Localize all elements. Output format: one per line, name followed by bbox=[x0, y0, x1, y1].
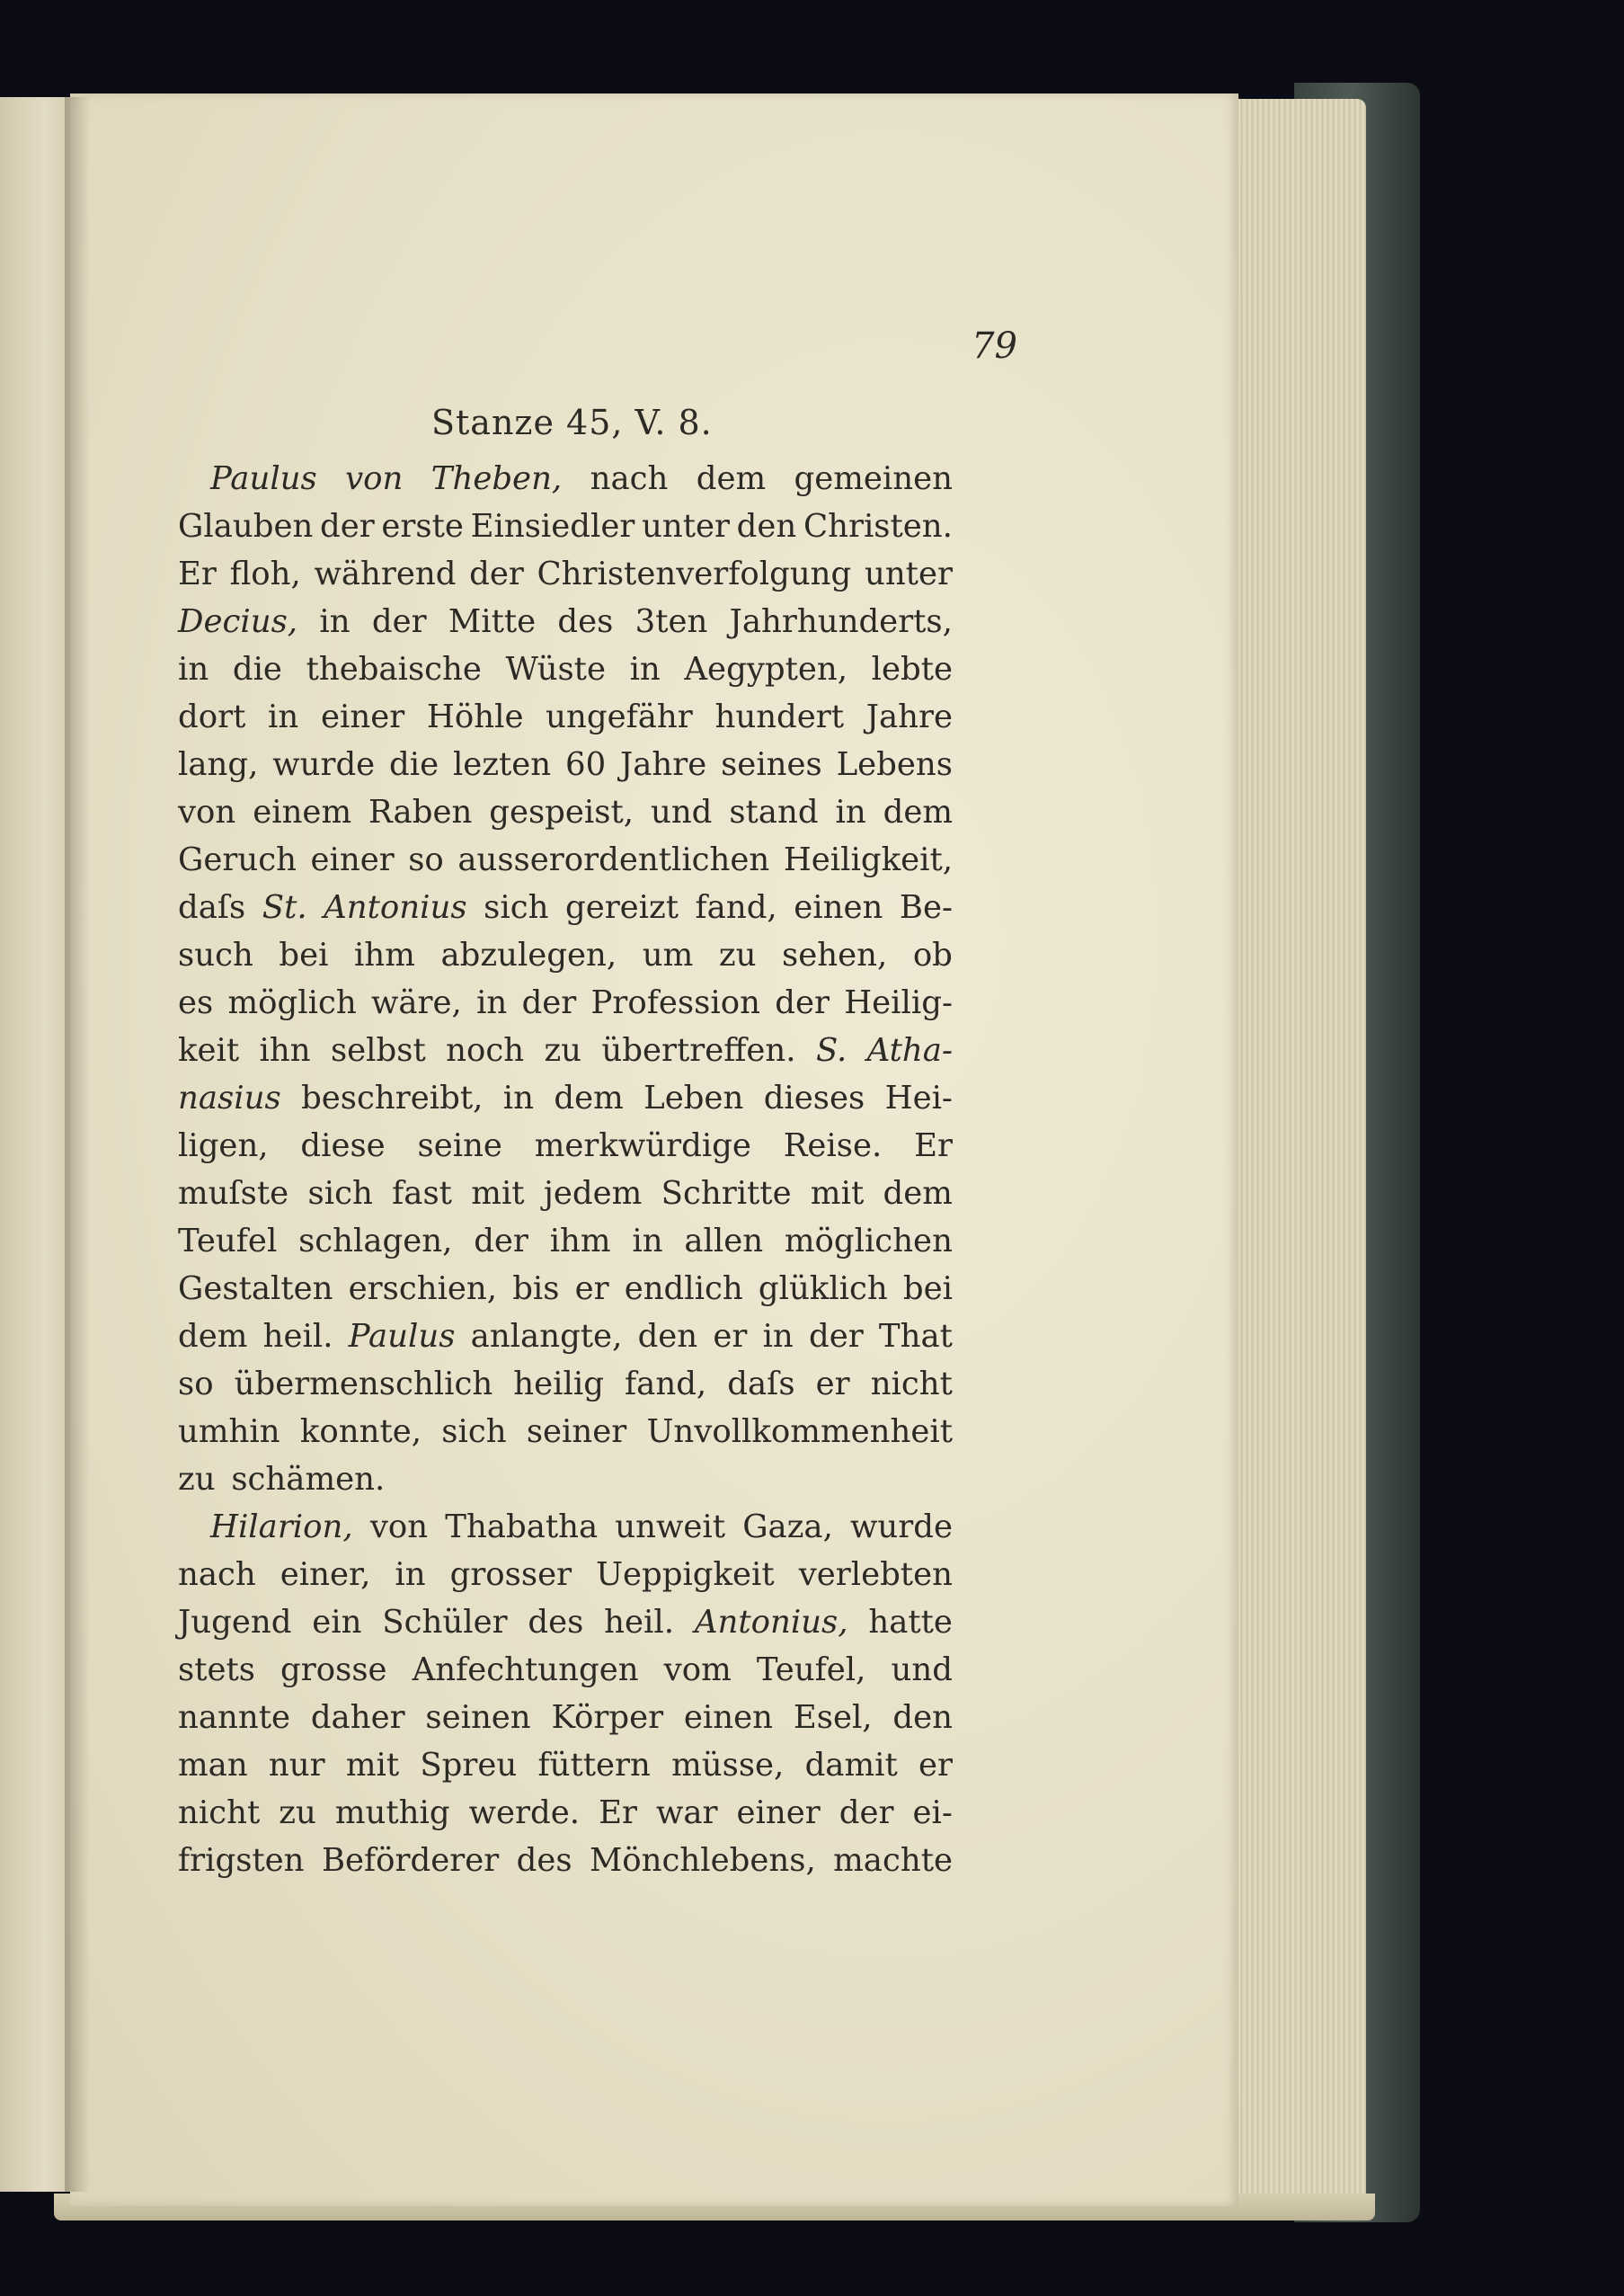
word: ihm bbox=[549, 1223, 611, 1259]
word: es bbox=[178, 984, 214, 1021]
word: 60 bbox=[565, 746, 607, 783]
word: er bbox=[574, 1270, 609, 1307]
text-line bbox=[178, 693, 953, 741]
text-line bbox=[178, 1170, 953, 1217]
text-line bbox=[178, 1027, 953, 1074]
word: Aegypten, bbox=[684, 651, 847, 688]
word: er bbox=[918, 1747, 953, 1784]
body-text bbox=[178, 455, 953, 1884]
word: der bbox=[320, 508, 375, 545]
page-number: 79 bbox=[972, 325, 1017, 367]
word: Lebens bbox=[836, 746, 953, 783]
word: einer bbox=[320, 699, 405, 735]
word: der bbox=[371, 603, 427, 640]
word: heil. bbox=[262, 1318, 333, 1355]
word: Körper bbox=[551, 1699, 664, 1736]
word: möglichen bbox=[784, 1223, 953, 1259]
word: muthig bbox=[334, 1794, 450, 1831]
word: Ueppigkeit bbox=[596, 1556, 775, 1593]
word: Thabatha bbox=[445, 1508, 599, 1545]
word: allen bbox=[684, 1223, 764, 1259]
word: des bbox=[528, 1604, 584, 1641]
word: S. bbox=[815, 1032, 847, 1069]
text-line bbox=[178, 979, 953, 1027]
text-line bbox=[178, 550, 953, 598]
word: stets bbox=[178, 1651, 255, 1688]
word: seines bbox=[721, 746, 822, 783]
word: sich bbox=[441, 1413, 507, 1450]
word: in bbox=[835, 794, 866, 831]
word: beschreibt, bbox=[301, 1080, 484, 1117]
word: Schüler bbox=[382, 1604, 508, 1641]
word: in bbox=[395, 1556, 426, 1593]
word: gereizt bbox=[564, 889, 679, 926]
word: des bbox=[516, 1842, 572, 1879]
word: frigsten bbox=[178, 1842, 305, 1879]
word: Gestalten bbox=[178, 1270, 333, 1307]
word: merkwürdige bbox=[534, 1127, 751, 1164]
word: machte bbox=[833, 1842, 953, 1879]
word: Antonius, bbox=[694, 1604, 848, 1641]
word: in bbox=[762, 1318, 794, 1355]
word: grosse bbox=[280, 1651, 387, 1688]
word: mit bbox=[810, 1175, 865, 1212]
word: die bbox=[232, 651, 282, 688]
word: Unvollkommenheit bbox=[646, 1413, 953, 1450]
word: endlich bbox=[624, 1270, 743, 1307]
word: so bbox=[408, 841, 444, 878]
text-line bbox=[178, 1074, 953, 1122]
word: lezten bbox=[452, 746, 552, 783]
word: Leben bbox=[643, 1080, 744, 1117]
word: dem bbox=[883, 794, 953, 831]
word: such bbox=[178, 937, 253, 974]
text-line bbox=[178, 1837, 953, 1884]
word: fast bbox=[392, 1175, 452, 1212]
word: Mönchlebens, bbox=[589, 1842, 816, 1879]
word: in bbox=[268, 699, 299, 735]
word: unter bbox=[864, 556, 953, 592]
text-line bbox=[178, 1217, 953, 1265]
word: sich bbox=[484, 889, 549, 926]
word: Heiligkeit, bbox=[783, 841, 953, 878]
text-line bbox=[178, 788, 953, 836]
word: zu bbox=[279, 1794, 316, 1831]
word: seiner bbox=[526, 1413, 627, 1450]
word: Theben, bbox=[430, 460, 563, 497]
page-edges bbox=[1231, 99, 1366, 2203]
word: in bbox=[632, 1223, 663, 1259]
word: so bbox=[178, 1366, 214, 1402]
word: schlagen, bbox=[298, 1223, 453, 1259]
word: in bbox=[502, 1080, 534, 1117]
word: Reise. bbox=[783, 1127, 883, 1164]
word: Mitte bbox=[448, 603, 537, 640]
word: den bbox=[637, 1318, 698, 1355]
word: wurde bbox=[272, 746, 376, 783]
word: mit bbox=[471, 1175, 525, 1212]
word: vom bbox=[663, 1651, 732, 1688]
word: man bbox=[178, 1747, 248, 1784]
word: sehen, bbox=[782, 937, 888, 974]
word: 3ten bbox=[635, 603, 708, 640]
word: in bbox=[319, 603, 351, 640]
word: er bbox=[815, 1366, 850, 1402]
word: nannte bbox=[178, 1699, 291, 1736]
word: einer, bbox=[280, 1556, 371, 1593]
text-line bbox=[178, 1694, 953, 1741]
word: der bbox=[474, 1223, 528, 1259]
word: hundert bbox=[714, 699, 845, 735]
word: dem bbox=[696, 460, 767, 497]
word: nicht bbox=[178, 1794, 261, 1831]
word: Glauben bbox=[178, 508, 314, 545]
word: Geruch bbox=[178, 841, 297, 878]
text-line bbox=[178, 931, 953, 979]
text-line bbox=[178, 1789, 953, 1837]
text-line bbox=[178, 1598, 953, 1646]
word: Spreu bbox=[420, 1747, 518, 1784]
text-line bbox=[178, 1741, 953, 1789]
section-heading: Stanze 45, V. 8. bbox=[431, 403, 713, 442]
word: Hilarion, bbox=[210, 1508, 353, 1545]
word: um bbox=[642, 937, 694, 974]
word: dort bbox=[178, 699, 246, 735]
word: stand bbox=[729, 794, 819, 831]
word: einen bbox=[794, 889, 883, 926]
word: ihm bbox=[354, 937, 415, 974]
word: einen bbox=[683, 1699, 774, 1736]
text-line bbox=[178, 1646, 953, 1694]
word: grosser bbox=[449, 1556, 572, 1593]
word: keit bbox=[178, 1032, 240, 1069]
word: war bbox=[655, 1794, 718, 1831]
word: That bbox=[878, 1318, 953, 1355]
word: sich bbox=[307, 1175, 373, 1212]
word: Einsiedler bbox=[470, 508, 635, 545]
text-line bbox=[178, 741, 953, 788]
word: Esel, bbox=[793, 1699, 873, 1736]
word: Beförderer bbox=[321, 1842, 500, 1879]
text-line bbox=[178, 645, 953, 693]
word: noch bbox=[446, 1032, 525, 1069]
word: daher bbox=[310, 1699, 405, 1736]
word: in bbox=[629, 651, 661, 688]
word: einem bbox=[253, 794, 352, 831]
word: dem bbox=[554, 1080, 624, 1117]
word: gemeinen bbox=[794, 460, 953, 497]
text-line bbox=[178, 1408, 953, 1455]
word: muſste bbox=[178, 1175, 289, 1212]
word: damit bbox=[804, 1747, 898, 1784]
text-line bbox=[178, 1265, 953, 1313]
text-line bbox=[178, 836, 953, 884]
word: ihn bbox=[259, 1032, 311, 1069]
word: Schritte bbox=[661, 1175, 792, 1212]
word: müsse, bbox=[671, 1747, 785, 1784]
word: seinen bbox=[425, 1699, 531, 1736]
word: selbst bbox=[330, 1032, 426, 1069]
word: Jugend bbox=[178, 1604, 292, 1641]
word: unweit bbox=[615, 1508, 726, 1545]
text-line bbox=[178, 1122, 953, 1170]
word: zu bbox=[718, 937, 757, 974]
word: Paulus bbox=[210, 460, 317, 497]
word: der bbox=[808, 1318, 864, 1355]
word: den bbox=[892, 1699, 953, 1736]
word: schämen. bbox=[231, 1461, 386, 1498]
word: von bbox=[369, 1508, 429, 1545]
spine-shadow bbox=[65, 97, 90, 2192]
word: erste bbox=[381, 508, 464, 545]
word: Teufel, bbox=[756, 1651, 866, 1688]
word: gespeist, bbox=[489, 794, 635, 831]
word: Er bbox=[178, 556, 217, 592]
word: bei bbox=[279, 937, 329, 974]
word: anlangte, bbox=[470, 1318, 623, 1355]
word: Jahrhunderts, bbox=[729, 603, 953, 640]
word: fand, bbox=[625, 1366, 707, 1402]
word: nach bbox=[590, 460, 669, 497]
word: Be- bbox=[899, 889, 953, 926]
word: dem bbox=[178, 1318, 248, 1355]
word: füttern bbox=[537, 1747, 651, 1784]
word: zu bbox=[178, 1461, 216, 1498]
word: seine bbox=[417, 1127, 502, 1164]
word: Paulus bbox=[348, 1318, 456, 1355]
text-line bbox=[178, 1551, 953, 1598]
word: und bbox=[891, 1651, 953, 1688]
word: diese bbox=[300, 1127, 386, 1164]
text-line bbox=[178, 1503, 953, 1551]
text-line bbox=[178, 598, 953, 645]
word: nicht bbox=[870, 1366, 953, 1402]
word: unter bbox=[642, 508, 730, 545]
word: lebte bbox=[871, 651, 953, 688]
word: thebaische bbox=[306, 651, 482, 688]
word: einer bbox=[310, 841, 395, 878]
word: Jahre bbox=[620, 746, 707, 783]
word: Antonius bbox=[324, 889, 467, 926]
word: Anfechtungen bbox=[412, 1651, 639, 1688]
word: abzulegen, bbox=[440, 937, 617, 974]
word: von bbox=[345, 460, 404, 497]
word: des bbox=[557, 603, 614, 640]
word: nur bbox=[268, 1747, 325, 1784]
word: daſs bbox=[178, 889, 246, 926]
word: Christenverfolgung bbox=[537, 556, 852, 592]
word: Jahre bbox=[865, 699, 953, 735]
word: in bbox=[476, 984, 508, 1021]
word: Wüste bbox=[505, 651, 606, 688]
word: Decius, bbox=[178, 603, 298, 640]
word: werde. bbox=[468, 1794, 581, 1831]
word: Heilig- bbox=[844, 984, 953, 1021]
word: nach bbox=[178, 1556, 256, 1593]
word: ein bbox=[312, 1604, 362, 1641]
word: übertreffen. bbox=[601, 1032, 796, 1069]
word: Hei- bbox=[884, 1080, 953, 1117]
word: hatte bbox=[868, 1604, 953, 1641]
word: wurde bbox=[850, 1508, 953, 1545]
word: erschien, bbox=[348, 1270, 498, 1307]
word: möglich bbox=[227, 984, 357, 1021]
word: der bbox=[469, 556, 524, 592]
word: Höhle bbox=[426, 699, 524, 735]
word: glüklich bbox=[758, 1270, 888, 1307]
text-line bbox=[178, 1360, 953, 1408]
word: Teufel bbox=[178, 1223, 278, 1259]
word: ei- bbox=[912, 1794, 953, 1831]
word: dieses bbox=[763, 1080, 865, 1117]
text-line bbox=[178, 884, 953, 931]
word: der bbox=[839, 1794, 894, 1831]
word: der bbox=[521, 984, 577, 1021]
word: von bbox=[178, 794, 236, 831]
word: Atha- bbox=[866, 1032, 953, 1069]
word: mit bbox=[345, 1747, 400, 1784]
text-line bbox=[178, 1455, 953, 1503]
word: lang, bbox=[178, 746, 259, 783]
text-line bbox=[178, 455, 953, 503]
word: der bbox=[775, 984, 830, 1021]
word: Gaza, bbox=[742, 1508, 833, 1545]
word: den bbox=[736, 508, 797, 545]
word: während bbox=[314, 556, 457, 592]
word: konnte, bbox=[299, 1413, 422, 1450]
word: Er bbox=[599, 1794, 637, 1831]
word: wäre, bbox=[370, 984, 462, 1021]
word: heil. bbox=[604, 1604, 674, 1641]
word: bis bbox=[512, 1270, 560, 1307]
word: St. bbox=[262, 889, 307, 926]
word: übermenschlich bbox=[234, 1366, 493, 1402]
word: Er bbox=[914, 1127, 953, 1164]
word: bei bbox=[902, 1270, 953, 1307]
word: einer bbox=[736, 1794, 821, 1831]
text-line bbox=[178, 1313, 953, 1360]
word: ungefähr bbox=[546, 699, 693, 735]
word: ausserordentlichen bbox=[457, 841, 770, 878]
word: und bbox=[650, 794, 713, 831]
word: Profession bbox=[590, 984, 760, 1021]
word: Christen. bbox=[803, 508, 953, 545]
word: in bbox=[178, 651, 209, 688]
word: nasius bbox=[178, 1080, 281, 1117]
word: zu bbox=[544, 1032, 582, 1069]
word: Raben bbox=[368, 794, 473, 831]
word: daſs bbox=[727, 1366, 795, 1402]
word: die bbox=[389, 746, 439, 783]
word: floh, bbox=[229, 556, 301, 592]
word: fand, bbox=[695, 889, 777, 926]
word: jedem bbox=[543, 1175, 643, 1212]
word: er bbox=[713, 1318, 748, 1355]
word: dem bbox=[883, 1175, 953, 1212]
word: umhin bbox=[178, 1413, 280, 1450]
word: ob bbox=[912, 937, 953, 974]
word: ligen, bbox=[178, 1127, 269, 1164]
word: verlebten bbox=[798, 1556, 953, 1593]
word: heilig bbox=[513, 1366, 604, 1402]
text-line bbox=[178, 503, 953, 550]
